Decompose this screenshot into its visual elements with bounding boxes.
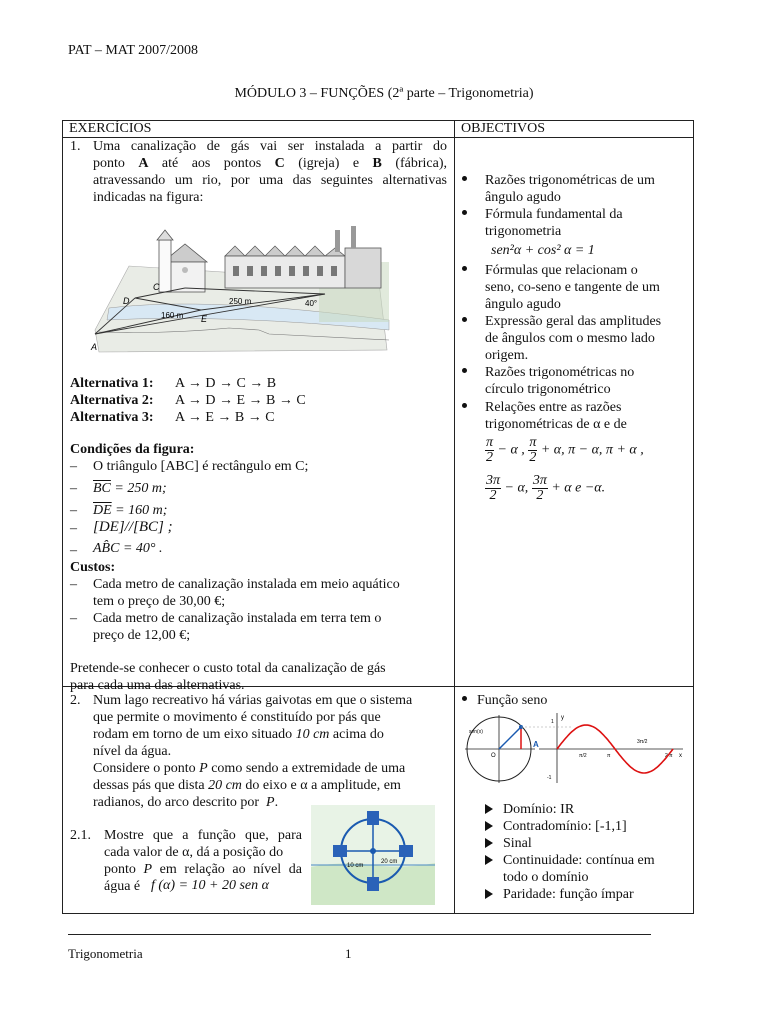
exercise-2-line-1: Num lago recreativo há várias gaivotas em que o sistema — [93, 693, 413, 708]
cost-dash: – — [70, 577, 77, 592]
column-header-objectives: OBJECTIVOS — [455, 121, 694, 138]
objective-6-line-1: Relações entre as razões — [485, 400, 622, 415]
closing-line-1: Pretende-se conhecer o custo total da canalização de gás — [70, 661, 386, 676]
two-denominator: 2 — [529, 450, 537, 465]
property-arrow — [485, 818, 501, 835]
condition-dash: – — [70, 543, 77, 558]
document-header: PAT – MAT 2007/2008 — [68, 43, 199, 58]
objective-3-line-3: ângulo agudo — [485, 297, 561, 312]
footer-rule — [68, 934, 651, 935]
objective-bullet — [462, 262, 475, 279]
alternative-3-path: A → E → B → C — [175, 410, 275, 425]
objective-4-line-1: Expressão geral das amplitudes — [485, 314, 662, 329]
cost-2-line-2: preço de 12,00 €; — [93, 628, 191, 643]
condition-dash: – — [70, 459, 77, 474]
figure-label-bc-length: 250 m — [229, 297, 252, 306]
fundamental-formula: sen²α + cos² α = 1 — [491, 243, 595, 258]
figure-label-c: C — [153, 282, 160, 292]
graph-label-one: 1 — [551, 719, 554, 725]
objective-bullet — [462, 399, 475, 416]
property-domain: Domínio: IR — [503, 802, 575, 817]
graph-label-a: A — [533, 740, 539, 749]
cost-1-line-1: Cada metro de canalização instalada em meio aquático — [93, 577, 400, 592]
graph-label-origin: O — [491, 753, 496, 759]
graph-label-sen: sen(x) — [469, 729, 483, 735]
two-denominator: 2 — [486, 450, 493, 465]
alternative-2-path: A → D → E → B → C — [175, 393, 306, 408]
objective-3-line-2: seno, co-seno e tangente de um — [485, 280, 660, 295]
objective-5-line-2: círculo trigonométrico — [485, 382, 611, 397]
pipeline-figure — [89, 222, 401, 358]
exercise-2-line-3: rodam em torno de um eixo situado 10 cm acima do — [93, 727, 384, 742]
relations-row-2 — [485, 474, 605, 503]
relation-pi-half-plus: + α, π − α, π + α , — [540, 442, 644, 458]
exercise-1-number: 1. — [70, 139, 81, 154]
objectives-2-cell — [455, 687, 694, 914]
alternative-1-path: A → D → C → B — [175, 376, 277, 391]
property-parity: Paridade: função ímpar — [503, 887, 634, 902]
objective-1-line-1: Razões trigonométricas de um — [485, 173, 655, 188]
costs-title: Custos: — [70, 560, 116, 575]
property-sign: Sinal — [503, 836, 532, 851]
sine-function-title: Função seno — [477, 693, 548, 708]
property-arrow — [485, 801, 501, 818]
objective-4-line-3: origem. — [485, 348, 529, 363]
condition-dash: – — [70, 503, 77, 518]
condition-1: O triângulo [ABC] é rectângulo em C; — [93, 459, 309, 474]
property-arrow — [485, 835, 501, 852]
function-formula: f (α) = 10 + 20 sen α — [151, 878, 269, 893]
alternative-1-label: Alternativa 1: — [70, 376, 154, 391]
exercise-2-1-line-4: água é — [104, 879, 141, 894]
graph-label-x: x — [679, 753, 682, 759]
property-continuity-2: todo o domínio — [503, 870, 589, 885]
figure-label-angle: 40° — [305, 299, 318, 308]
segment-bc: $\overline{BC}$ — [93, 481, 111, 496]
wheel-label-20cm: 20 cm — [381, 859, 398, 865]
exercises-table — [62, 120, 694, 914]
graph-label-y: y — [561, 715, 564, 721]
exercise-1-line-1: Uma canalização de gás vai ser instalada a partir do — [93, 139, 447, 154]
objective-1-line-2: ângulo agudo — [485, 190, 561, 205]
objective-bullet — [462, 692, 475, 709]
three-pi-numerator: 3π — [532, 473, 547, 488]
exercise-2-cell — [63, 687, 455, 914]
two-denominator: 2 — [489, 488, 497, 503]
segment-de-value: = 160 m; — [111, 503, 168, 518]
objective-bullet — [462, 364, 475, 381]
graph-label-three-pi-half: 3π/2 — [637, 739, 648, 745]
exercise-2-line-5: Considere o ponto P como sendo a extremidade de uma — [93, 761, 406, 776]
graph-label-pi: π — [607, 753, 611, 759]
exercise-2-1-number: 2.1. — [70, 828, 91, 843]
exercise-2-line-7: radianos, do arco descrito por P. — [93, 795, 279, 810]
condition-4: [DE]//[BC] ; — [93, 519, 173, 535]
condition-2 — [93, 480, 167, 497]
exercise-1-line-3: atravessando um rio, por uma das seguintes alternativas — [93, 173, 447, 188]
objective-5-line-1: Razões trigonométricas no — [485, 365, 635, 380]
objective-bullet — [462, 172, 475, 189]
column-header-exercises: EXERCÍCIOS — [63, 121, 455, 138]
property-arrow — [485, 886, 501, 903]
exercise-2-1-line-1: Mostre que a função que, para — [104, 828, 302, 843]
pi-numerator: π — [529, 435, 537, 450]
exercise-2-line-4: nível da água. — [93, 744, 172, 759]
page-number: 1 — [345, 946, 352, 961]
alternative-3-label: Alternativa 3: — [70, 410, 154, 425]
objective-3-line-1: Fórmulas que relacionam o — [485, 263, 638, 278]
cost-dash: – — [70, 611, 77, 626]
exercise-1-cell — [63, 138, 455, 693]
segment-de: $\overline{DE}$ — [93, 503, 112, 518]
footer-title: Trigonometria — [68, 946, 143, 961]
segment-bc-value: = 250 m; — [110, 481, 167, 496]
condition-dash: – — [70, 481, 77, 496]
graph-label-pi-half: π/2 — [579, 753, 587, 759]
three-pi-numerator: 3π — [486, 473, 501, 488]
exercise-2-line-2: que permite o movimento é constituído por pás que — [93, 710, 381, 725]
condition-3 — [93, 502, 167, 519]
exercise-2-number: 2. — [70, 693, 81, 708]
figure-label-d: D — [123, 296, 130, 306]
paddle-wheel-figure — [311, 805, 435, 905]
two-denominator: 2 — [536, 488, 544, 503]
property-continuity: Continuidade: contínua em — [503, 853, 655, 868]
figure-label-de-length: 160 m — [161, 311, 184, 320]
condition-dash: – — [70, 521, 77, 536]
relation-pi-half-minus: − α , — [497, 442, 525, 458]
objective-bullet — [462, 206, 475, 223]
exercise-1-line-2: ponto A até aos pontos C (igreja) e B (fábrica), — [93, 156, 447, 171]
relation-three-pi-half-plus: + α e −α. — [551, 480, 606, 496]
figure-label-e: E — [201, 314, 208, 324]
exercise-2-line-6: dessas pás que dista 20 cm do eixo e α a amplitude, em — [93, 778, 401, 793]
graph-label-minus-one: -1 — [547, 775, 552, 781]
exercise-1-line-4: indicadas na figura: — [93, 190, 204, 205]
property-arrow — [485, 852, 501, 869]
property-range: Contradomínio: [-1,1] — [503, 819, 627, 834]
exercise-2-1-line-2: cada valor de α, dá a posição do — [104, 845, 284, 860]
objective-2-line-2: trigonometria — [485, 224, 562, 239]
cost-1-line-2: tem o preço de 30,00 €; — [93, 594, 226, 609]
figure-label-a: A — [91, 342, 98, 352]
objectives-1-cell — [455, 138, 694, 687]
objective-4-line-2: de ângulos com o mesmo lado — [485, 331, 655, 346]
pi-numerator: π — [486, 435, 494, 450]
page-title: MÓDULO 3 – FUNÇÕES (2ª parte – Trigonometria) — [234, 86, 534, 101]
objective-2-line-1: Fórmula fundamental da — [485, 207, 623, 222]
objective-bullet — [462, 313, 475, 330]
sine-graph — [465, 711, 687, 785]
cost-2-line-1: Cada metro de canalização instalada em terra tem o — [93, 611, 382, 626]
wheel-label-10cm: 10 cm — [347, 863, 364, 869]
relations-row-1 — [485, 436, 644, 465]
closing-line-2: para cada uma das alternativas. — [70, 678, 245, 693]
relation-three-pi-half-minus: − α, — [504, 480, 529, 496]
condition-5: AB̂C = 40° . — [93, 541, 163, 556]
conditions-title: Condições da figura: — [70, 442, 195, 457]
graph-label-two-pi: 2 π — [665, 753, 673, 759]
objective-6-line-2: trigonométricas de α e de — [485, 417, 627, 432]
alternative-2-label: Alternativa 2: — [70, 393, 154, 408]
exercise-2-1-line-3: ponto P em relação ao nível da — [104, 862, 303, 877]
